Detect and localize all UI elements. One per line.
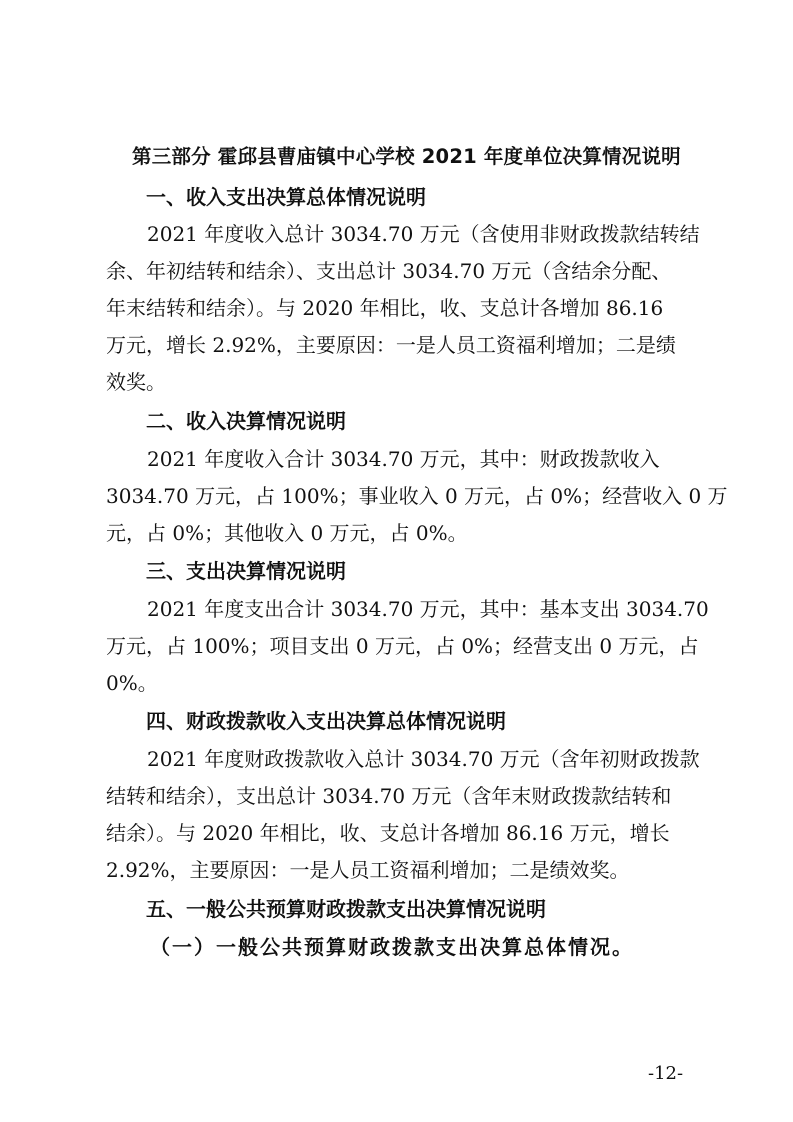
paragraph-line: 年末结转和结余）。与 2020 年相比，收、支总计各增加 86.16 xyxy=(106,296,664,320)
paragraph-line: 万元，占 100%；项目支出 0 万元，占 0%；经营支出 0 万元，占 xyxy=(106,634,699,658)
section-heading-3: 三、支出决算情况说明 xyxy=(146,559,346,583)
paragraph-line: 2021 年度支出合计 3034.70 万元，其中：基本支出 3034.70 xyxy=(147,597,709,621)
paragraph-line: 2021 年度财政拨款收入总计 3034.70 万元（含年初财政拨款 xyxy=(147,747,700,771)
paragraph-line: 0%。 xyxy=(106,671,158,695)
paragraph-line: 余、年初结转和结余）、支出总计 3034.70 万元（含结余分配、 xyxy=(106,259,672,283)
section-heading-1: 一、收入支出决算总体情况说明 xyxy=(146,185,426,209)
paragraph-line: 结转和结余），支出总计 3034.70 万元（含年末财政拨款结转和 xyxy=(106,784,672,808)
paragraph-line: 2021 年度收入合计 3034.70 万元，其中：财政拨款收入 xyxy=(147,447,660,471)
section-heading-5: 五、一般公共预算财政拨款支出决算情况说明 xyxy=(146,897,546,921)
subsection-heading: （一）一般公共预算财政拨款支出决算总体情况。 xyxy=(150,935,634,959)
section-heading-4: 四、财政拨款收入支出决算总体情况说明 xyxy=(146,709,506,733)
paragraph-line: 2.92%，主要原因：一是人员工资福利增加；二是绩效奖。 xyxy=(106,858,630,882)
paragraph-line: 效奖。 xyxy=(106,370,166,394)
paragraph-line: 结余）。与 2020 年相比，收、支总计各增加 86.16 万元，增长 xyxy=(106,821,670,845)
paragraph-line: 万元，增长 2.92%，主要原因：一是人员工资福利增加；二是绩 xyxy=(106,333,676,357)
paragraph-line: 2021 年度收入总计 3034.70 万元（含使用非财政拨款结转结 xyxy=(147,222,700,246)
paragraph-line: 元，占 0%；其他收入 0 万元，占 0%。 xyxy=(106,521,468,545)
document-title: 第三部分 霍邱县曹庙镇中心学校 2021 年度单位决算情况说明 xyxy=(132,145,681,168)
page-number: -12- xyxy=(648,1063,684,1084)
paragraph-line: 3034.70 万元，占 100%；事业收入 0 万元，占 0%；经营收入 0 万 xyxy=(106,484,728,508)
section-heading-2: 二、收入决算情况说明 xyxy=(146,409,346,433)
